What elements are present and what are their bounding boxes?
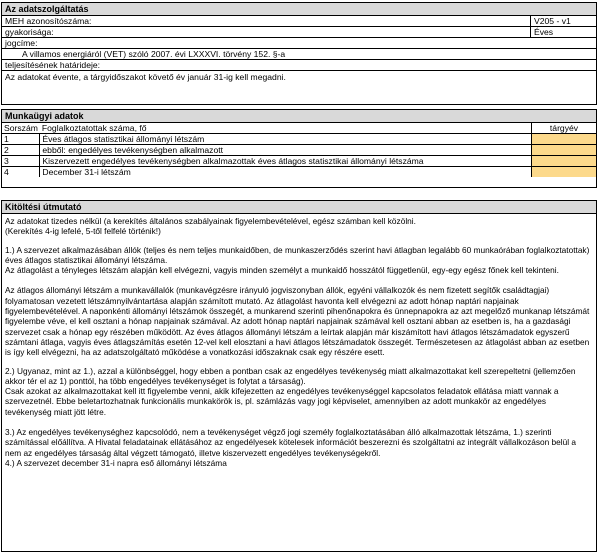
data-provision-section — [1, 2, 597, 105]
deadline-value-row — [2, 71, 596, 85]
labor-data-table — [2, 123, 596, 177]
instruction-paragraph: (Kerekítés 4-ig lefelé, 5-től felfelé történik!) — [5, 226, 161, 237]
instructions-title: Kitöltési útmutató — [2, 201, 596, 214]
meh-id-row — [2, 16, 596, 27]
instruction-paragraph: 4.) A szervezet december 31-i napra eső állományi létszáma — [5, 457, 227, 468]
year-value-input-2[interactable] — [532, 145, 597, 156]
year-value-input-3[interactable] — [532, 156, 597, 167]
instruction-paragraph: Az adatokat tizedes nélkül (a kerekítés általános szabályainak figyelembevételével, egész számban kell közölni. — [5, 216, 416, 226]
table-row — [2, 156, 596, 167]
table-row — [2, 145, 596, 156]
frequency-label: gyakorisága: — [5, 27, 54, 37]
instructions-body — [2, 214, 596, 468]
row-label: Kiszervezett engedélyes tevékenységben alkalmazottak éves átlagos statisztikai állományi létszáma — [40, 156, 532, 167]
deadline-value: Az adatokat évente, a tárgyidőszakot követő év január 31-ig kell megadni. — [5, 72, 286, 82]
table-row — [2, 134, 596, 145]
col-header-year: tárgyév — [532, 123, 597, 134]
instruction-paragraph: 1.) A szervezet alkalmazásában állók (teljes és nem teljes munkaidőben, de munkaszerződés szerint havi átlagban legalább 60 munkaórában foglalkoztatottak) éves átlagos statisztikai állományi létszáma. — [5, 244, 590, 265]
row-number: 4 — [2, 167, 40, 178]
instruction-paragraph: Csak azokat az alkalmazottakat kell itt figyelembe venni, akik kifejezetten az engedélyes tevékenységgel kapcsolatos feladatok ellátása miatt vannak a szervezetnél. Ebbe beletartozhatnak funkcionális munkakörök is, pl. számlázás vagy jogi képviselet, amennyiben az adott munkakör az engedélyes tevékenység miatt jött létre. — [5, 386, 559, 417]
row-number: 1 — [2, 134, 40, 145]
legal-basis-value-row — [2, 49, 596, 60]
row-label: ebből: engedélyes tevékenységben alkalmazott — [40, 145, 532, 156]
instructions-section — [1, 200, 597, 552]
table-header-row — [2, 123, 596, 134]
row-label: Éves átlagos statisztikai állományi létszám — [40, 134, 532, 145]
meh-id-value: V205 - v1 — [534, 16, 571, 26]
frequency-value: Éves — [534, 27, 554, 37]
meh-id-label: MEH azonosítószáma: — [5, 16, 92, 26]
data-provision-title: Az adatszolgáltatás — [2, 3, 596, 16]
labor-data-title: Munkaügyi adatok — [2, 110, 596, 123]
legal-basis-value: A villamos energiáról (VET) szóló 2007. évi LXXXVI. törvény 152. §-a — [22, 49, 286, 59]
deadline-label: teljesítésének határideje: — [5, 60, 101, 70]
instruction-paragraph: 3.) Az engedélyes tevékenységhez kapcsolódó, nem a tevékenységet végző jogi személy foglalkoztatásában álló alkalmazottak létszáma, 1.) szerinti számítással előállítva. A Hivatal feladatainak ellátásához az engedélyesek kötelesek információt beszerezni és szolgáltatni az integrált vállalkozáson belül a nem az engedélyes társaság által végzett támogató, illetve kiszervezett engedélyes tevékenységekről. — [5, 427, 576, 458]
instruction-paragraph: Az átlagos állományi létszám a munkavállalók (munkavégzésre irányuló jogviszonyban állók, egyéni vállalkozók és nem fizetett segítők családtagjai) folyamatosan vezetett létszámnyilvántartása alapján számított mutató. Az átlagolást havonta kell elvégezni az adott hónap naptári napjainak figyelembevételével. A naponkénti állományi létszámok összegét, a munkarend szerinti pihenőnapokra és ünnepnapokra az azt megelőző munkanap létszámát figyelembe véve, el kell osztani a hónap napjainak számával. Az adott hónap naptári napjainak számával kell osztani abban az esetben is, ha a gazdasági szervezet csak a hónap egy részében működött. Az éves átlagos állományi létszám a leírtak alapján már kiszámított havi átlagos létszámadatok egyszerű számtani átlaga, vagyis éves átlagszámítás esetén 12-vel kell elosztani a havi átlagos létszámadatok összegét. Természetesen az átlagolást abban az esetben is így kell elvégezni, ha az adatszolgáltató működése a vonatkozási időszaknak csak egy részére esett. — [5, 285, 590, 358]
labor-data-section — [1, 109, 597, 188]
instruction-paragraph: 2.) Ugyanaz, mint az 1.), azzal a különbséggel, hogy ebben a pontban csak az engedélyes tevékenység miatt alkalmazottakat kell szerepeltetni (jellemzően akkor tér el az 1) ponttól, ha több engedélyes tevékenységet is folytat a társaság). — [5, 365, 576, 386]
year-value-input-4[interactable] — [532, 167, 597, 178]
table-row — [2, 167, 596, 178]
row-number: 2 — [2, 145, 40, 156]
instruction-paragraph: Az átlagolást a tényleges létszám alapján kell elvégezni, vagyis minden személyt a munkaidő hosszától függetlenül, egy-egy egész főnek kell tekinteni. — [5, 265, 559, 276]
year-value-input-1[interactable] — [532, 134, 597, 145]
col-header-employees: Foglalkoztatottak száma, fő — [40, 123, 532, 134]
row-label: December 31-i létszám — [40, 167, 532, 178]
frequency-row — [2, 27, 596, 38]
legal-basis-label-row — [2, 38, 596, 49]
legal-basis-label: jogcíme: — [5, 38, 38, 48]
deadline-label-row — [2, 60, 596, 71]
row-number: 3 — [2, 156, 40, 167]
col-header-number: Sorszám — [4, 123, 38, 133]
